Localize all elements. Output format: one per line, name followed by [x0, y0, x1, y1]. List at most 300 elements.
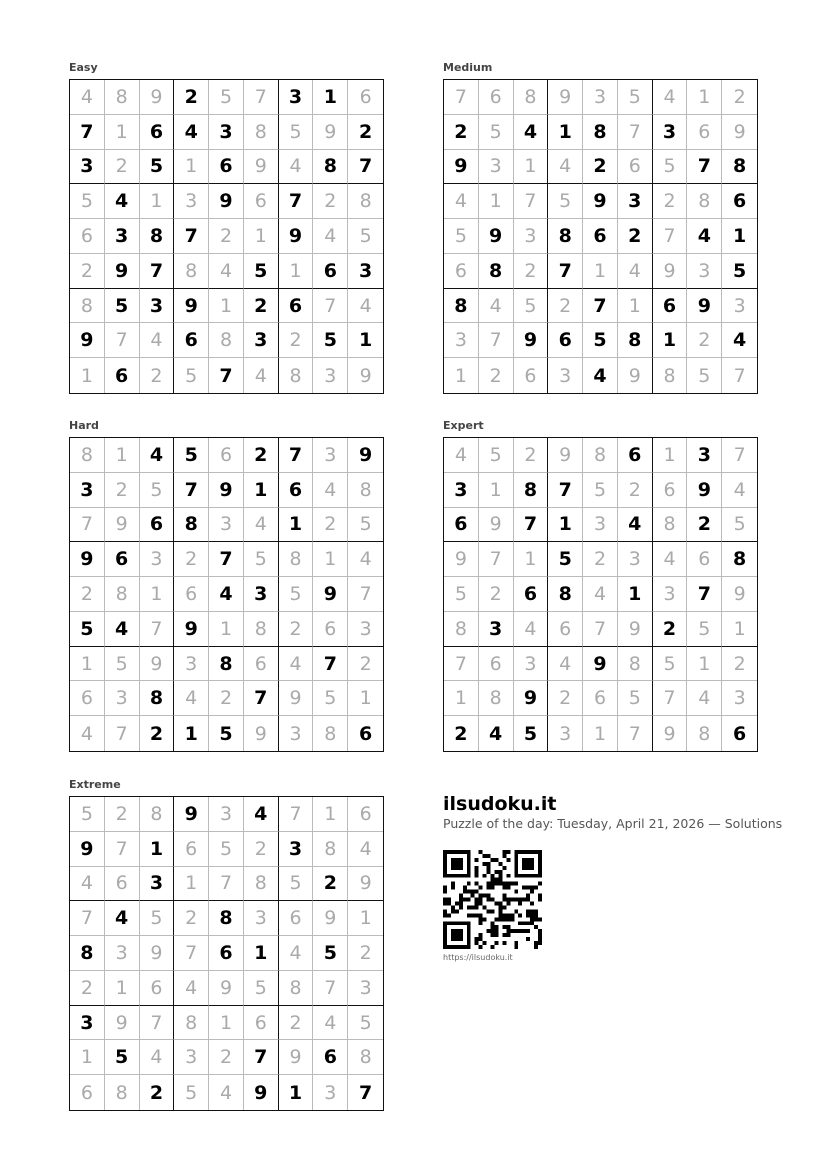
sudoku-cell: 6 — [732, 722, 747, 745]
sudoku-cell: 9 — [618, 612, 653, 647]
sudoku-cell: 3 — [70, 150, 105, 185]
sudoku-cell: 6 — [583, 219, 618, 254]
sudoku-cell: 3 — [548, 716, 583, 751]
sudoku-cell: 9 — [174, 612, 209, 647]
sudoku-cell: 7 — [548, 254, 583, 289]
sudoku-cell: 8 — [583, 438, 618, 473]
sudoku-cell: 7 — [209, 358, 244, 393]
sudoku-cell: 1 — [279, 508, 314, 543]
sudoku-cell: 8 — [618, 323, 653, 358]
sudoku-cell: 7 — [70, 901, 105, 936]
sudoku-cell: 9 — [209, 971, 244, 1006]
sudoku-cell: 1 — [313, 80, 348, 115]
sudoku-cell: 4 — [583, 577, 618, 612]
sudoku-cell: 3 — [348, 254, 383, 289]
sudoku-cell: 2 — [444, 716, 479, 751]
sudoku-cell: 3 — [348, 612, 383, 647]
sudoku-cell: 9 — [583, 647, 618, 682]
sudoku-cell: 8 — [140, 681, 175, 716]
sudoku-cell: 1 — [618, 289, 653, 324]
sudoku-cell: 9 — [70, 832, 105, 867]
sudoku-cell: 3 — [653, 115, 688, 150]
sudoku-cell: 4 — [548, 647, 583, 682]
sudoku-cell: 8 — [105, 80, 140, 115]
sudoku-cell: 4 — [174, 115, 209, 150]
sudoku-cell: 5 — [209, 716, 244, 751]
sudoku-cell: 5 — [687, 358, 722, 393]
sudoku-cell: 2 — [174, 80, 209, 115]
sudoku-cell: 7 — [140, 612, 175, 647]
sudoku-cell: 5 — [514, 289, 549, 324]
sudoku-cell: 9 — [479, 219, 514, 254]
sudoku-cell: 9 — [70, 542, 105, 577]
sudoku-cell: 8 — [209, 901, 244, 936]
sudoku-cell: 2 — [279, 323, 314, 358]
sudoku-cell: 9 — [514, 681, 549, 716]
sudoku-cell: 8 — [70, 438, 105, 473]
sudoku-cell: 8 — [209, 323, 244, 358]
sudoku-cell: 6 — [105, 542, 140, 577]
sudoku-cell: 8 — [479, 681, 514, 716]
sudoku-cell: 3 — [209, 797, 244, 832]
sudoku-grid — [69, 796, 384, 1111]
sudoku-cell: 7 — [313, 647, 348, 682]
sudoku-cell: 8 — [105, 1075, 140, 1110]
sudoku-cell: 1 — [514, 542, 549, 577]
sudoku-cell: 8 — [70, 289, 105, 324]
sudoku-cell: 8 — [313, 716, 348, 751]
sudoku-cell: 4 — [244, 797, 279, 832]
sudoku-cell: 4 — [174, 681, 209, 716]
sudoku-cell: 7 — [653, 219, 688, 254]
puzzle-extreme — [69, 778, 384, 1111]
sudoku-cell: 6 — [548, 323, 583, 358]
sudoku-cell: 3 — [140, 289, 175, 324]
sudoku-cell: 8 — [444, 612, 479, 647]
sudoku-cell: 1 — [140, 577, 175, 612]
sudoku-grid — [69, 437, 384, 752]
sudoku-cell: 3 — [174, 184, 209, 219]
sudoku-cell: 8 — [479, 254, 514, 289]
sudoku-cell: 4 — [244, 358, 279, 393]
sudoku-cell: 5 — [687, 612, 722, 647]
sudoku-cell: 6 — [444, 508, 479, 543]
sudoku-cell: 2 — [548, 289, 583, 324]
sudoku-cell: 9 — [348, 438, 383, 473]
sudoku-cell: 6 — [444, 254, 479, 289]
sudoku-cell: 5 — [105, 289, 140, 324]
sudoku-cell: 7 — [358, 1081, 373, 1104]
sudoku-cell: 2 — [653, 612, 688, 647]
sudoku-cell: 2 — [105, 150, 140, 185]
sudoku-cell: 4 — [653, 80, 688, 115]
sudoku-cell: 9 — [348, 867, 383, 902]
sudoku-cell: 6 — [209, 936, 244, 971]
sudoku-cell: 8 — [514, 473, 549, 508]
sudoku-cell: 2 — [244, 832, 279, 867]
sudoku-cell: 6 — [548, 612, 583, 647]
sudoku-cell: 6 — [583, 681, 618, 716]
sudoku-cell: 9 — [174, 289, 209, 324]
sudoku-cell: 5 — [105, 1040, 140, 1075]
brand-name: ilsudoku.it — [443, 793, 557, 815]
sudoku-cell: 8 — [653, 508, 688, 543]
sudoku-cell: 6 — [514, 577, 549, 612]
sudoku-cell: 6 — [722, 184, 757, 219]
sudoku-cell: 1 — [618, 577, 653, 612]
sudoku-cell: 5 — [140, 150, 175, 185]
sudoku-cell: 1 — [174, 867, 209, 902]
sudoku-cell: 4 — [348, 832, 383, 867]
sudoku-cell: 7 — [209, 542, 244, 577]
sudoku-cell: 9 — [687, 289, 722, 324]
sudoku-cell: 4 — [687, 681, 722, 716]
sudoku-cell: 2 — [140, 716, 175, 751]
sudoku-cell: 2 — [618, 473, 653, 508]
sudoku-cell: 7 — [687, 577, 722, 612]
sudoku-cell: 8 — [618, 647, 653, 682]
sudoku-cell: 9 — [444, 542, 479, 577]
sudoku-cell: 9 — [653, 716, 688, 751]
qr-code-icon[interactable] — [443, 850, 542, 949]
sudoku-cell: 4 — [653, 542, 688, 577]
sudoku-cell: 7 — [733, 364, 746, 387]
sudoku-cell: 4 — [140, 438, 175, 473]
sudoku-cell: 7 — [653, 681, 688, 716]
sudoku-cell: 4 — [618, 508, 653, 543]
sudoku-cell: 2 — [583, 542, 618, 577]
sudoku-cell: 4 — [174, 971, 209, 1006]
sudoku-cell: 6 — [70, 681, 105, 716]
puzzle-title: Extreme — [69, 778, 121, 791]
sudoku-cell: 6 — [209, 150, 244, 185]
sudoku-cell: 2 — [444, 115, 479, 150]
sudoku-cell: 7 — [583, 289, 618, 324]
sudoku-cell: 5 — [514, 716, 549, 751]
sudoku-cell: 4 — [444, 438, 479, 473]
sudoku-cell: 4 — [348, 542, 383, 577]
sudoku-cell: 9 — [583, 184, 618, 219]
sudoku-cell: 1 — [105, 115, 140, 150]
sudoku-cell: 1 — [279, 254, 314, 289]
sudoku-cell: 2 — [583, 150, 618, 185]
sudoku-cell: 8 — [348, 184, 383, 219]
sudoku-cell: 6 — [105, 358, 140, 393]
sudoku-cell: 8 — [313, 832, 348, 867]
sudoku-cell: 8 — [140, 219, 175, 254]
sudoku-cell: 7 — [687, 150, 722, 185]
sudoku-cell: 1 — [583, 254, 618, 289]
sudoku-cell: 8 — [279, 358, 314, 393]
sudoku-cell: 5 — [313, 323, 348, 358]
sudoku-cell: 3 — [313, 1075, 348, 1110]
sudoku-cell: 7 — [279, 184, 314, 219]
sudoku-cell: 6 — [618, 438, 653, 473]
sudoku-cell: 6 — [244, 647, 279, 682]
sudoku-cell: 2 — [174, 901, 209, 936]
sudoku-cell: 5 — [348, 219, 383, 254]
sudoku-cell: 3 — [583, 508, 618, 543]
sudoku-cell: 8 — [722, 542, 757, 577]
sudoku-cell: 2 — [70, 254, 105, 289]
sudoku-cell: 1 — [313, 797, 348, 832]
sudoku-cell: 4 — [70, 716, 105, 751]
sudoku-cell: 4 — [444, 184, 479, 219]
sudoku-cell: 6 — [174, 832, 209, 867]
sudoku-cell: 6 — [244, 184, 279, 219]
sudoku-cell: 8 — [548, 577, 583, 612]
sudoku-cell: 8 — [70, 936, 105, 971]
sudoku-cell: 8 — [687, 184, 722, 219]
sudoku-cell: 9 — [359, 364, 372, 387]
sudoku-cell: 8 — [722, 150, 757, 185]
sudoku-cell: 4 — [313, 1006, 348, 1041]
sudoku-cell: 5 — [105, 647, 140, 682]
sudoku-cell: 9 — [313, 115, 348, 150]
sudoku-cell: 1 — [174, 716, 209, 751]
sudoku-cell: 1 — [653, 323, 688, 358]
sudoku-cell: 9 — [514, 323, 549, 358]
sudoku-cell: 4 — [105, 612, 140, 647]
sudoku-cell: 8 — [174, 254, 209, 289]
sudoku-cell: 9 — [140, 936, 175, 971]
sudoku-cell: 2 — [209, 219, 244, 254]
sudoku-cell: 3 — [279, 80, 314, 115]
sudoku-cell: 6 — [313, 254, 348, 289]
sudoku-cell: 3 — [479, 150, 514, 185]
sudoku-cell: 9 — [279, 219, 314, 254]
puzzle-title: Easy — [69, 61, 98, 74]
sudoku-cell: 5 — [583, 473, 618, 508]
sudoku-grid — [443, 437, 758, 752]
sudoku-cell: 4 — [548, 150, 583, 185]
sudoku-cell: 1 — [479, 473, 514, 508]
sudoku-cell: 8 — [514, 80, 549, 115]
sudoku-cell: 8 — [348, 1040, 383, 1075]
sudoku-cell: 9 — [548, 438, 583, 473]
sudoku-cell: 2 — [348, 647, 383, 682]
sudoku-cell: 9 — [209, 184, 244, 219]
sudoku-cell: 3 — [653, 577, 688, 612]
brand-subtitle: Puzzle of the day: Tuesday, April 21, 2026 — Solutions — [443, 816, 783, 831]
sudoku-cell: 5 — [174, 438, 209, 473]
sudoku-cell: 1 — [209, 289, 244, 324]
sudoku-cell: 3 — [687, 438, 722, 473]
sudoku-cell: 5 — [279, 867, 314, 902]
sudoku-cell: 5 — [653, 647, 688, 682]
sudoku-cell: 3 — [687, 254, 722, 289]
sudoku-cell: 1 — [140, 832, 175, 867]
sudoku-cell: 6 — [618, 150, 653, 185]
sudoku-cell: 5 — [140, 901, 175, 936]
sudoku-cell: 3 — [479, 612, 514, 647]
sudoku-cell: 5 — [70, 797, 105, 832]
sudoku-cell: 1 — [244, 219, 279, 254]
sudoku-cell: 3 — [140, 867, 175, 902]
sudoku-cell: 1 — [70, 358, 105, 393]
sudoku-cell: 8 — [209, 647, 244, 682]
sudoku-cell: 4 — [618, 254, 653, 289]
sudoku-cell: 6 — [653, 289, 688, 324]
sudoku-cell: 7 — [105, 832, 140, 867]
sudoku-cell: 1 — [444, 358, 479, 393]
sudoku-cell: 7 — [313, 289, 348, 324]
sudoku-cell: 1 — [687, 80, 722, 115]
sudoku-cell: 1 — [105, 438, 140, 473]
sudoku-cell: 2 — [687, 508, 722, 543]
sudoku-cell: 6 — [479, 647, 514, 682]
sudoku-cell: 2 — [722, 647, 757, 682]
puzzle-title: Hard — [69, 419, 99, 432]
sudoku-cell: 7 — [140, 1006, 175, 1041]
sudoku-cell: 6 — [70, 219, 105, 254]
sudoku-cell: 8 — [687, 716, 722, 751]
sudoku-cell: 5 — [479, 438, 514, 473]
sudoku-cell: 3 — [209, 508, 244, 543]
sudoku-cell: 1 — [70, 1040, 105, 1075]
sudoku-cell: 4 — [583, 358, 618, 393]
sudoku-cell: 1 — [348, 681, 383, 716]
sudoku-cell: 9 — [313, 577, 348, 612]
sudoku-cell: 2 — [279, 1006, 314, 1041]
sudoku-cell: 1 — [444, 681, 479, 716]
sudoku-cell: 4 — [514, 612, 549, 647]
puzzle-title: Medium — [443, 61, 493, 74]
sudoku-cell: 7 — [174, 219, 209, 254]
sudoku-cell: 1 — [548, 115, 583, 150]
sudoku-cell: 1 — [209, 612, 244, 647]
sudoku-cell: 9 — [279, 1040, 314, 1075]
sudoku-cell: 9 — [444, 150, 479, 185]
sudoku-cell: 3 — [174, 1040, 209, 1075]
sudoku-cell: 6 — [348, 80, 383, 115]
sudoku-cell: 3 — [70, 1006, 105, 1041]
sudoku-cell: 5 — [70, 184, 105, 219]
sudoku-cell: 7 — [479, 542, 514, 577]
sudoku-cell: 4 — [209, 577, 244, 612]
sudoku-cell: 3 — [722, 681, 757, 716]
sudoku-cell: 4 — [70, 867, 105, 902]
sudoku-cell: 5 — [548, 542, 583, 577]
sudoku-cell: 8 — [548, 219, 583, 254]
sudoku-cell: 6 — [479, 80, 514, 115]
sudoku-cell: 3 — [348, 971, 383, 1006]
sudoku-cell: 9 — [548, 80, 583, 115]
sudoku-cell: 5 — [548, 184, 583, 219]
sudoku-cell: 7 — [583, 612, 618, 647]
puzzle-hard — [69, 419, 384, 752]
sudoku-cell: 6 — [70, 1075, 105, 1110]
sudoku-cell: 9 — [105, 508, 140, 543]
sudoku-cell: 2 — [687, 323, 722, 358]
sudoku-cell: 8 — [140, 797, 175, 832]
sudoku-cell: 3 — [514, 219, 549, 254]
sudoku-cell: 4 — [313, 473, 348, 508]
sudoku-cell: 5 — [209, 832, 244, 867]
sudoku-cell: 1 — [313, 542, 348, 577]
sudoku-cell: 7 — [514, 184, 549, 219]
sudoku-cell: 2 — [479, 358, 514, 393]
sudoku-cell: 2 — [244, 438, 279, 473]
sudoku-cell: 9 — [140, 647, 175, 682]
sudoku-cell: 3 — [244, 577, 279, 612]
sudoku-cell: 5 — [313, 936, 348, 971]
sudoku-cell: 6 — [140, 971, 175, 1006]
sudoku-cell: 6 — [514, 358, 549, 393]
sudoku-cell: 6 — [313, 612, 348, 647]
sudoku-cell: 2 — [70, 577, 105, 612]
sudoku-cell: 5 — [244, 971, 279, 1006]
sudoku-cell: 7 — [348, 150, 383, 185]
sudoku-cell: 3 — [174, 647, 209, 682]
sudoku-cell: 4 — [209, 254, 244, 289]
sudoku-cell: 3 — [514, 647, 549, 682]
sudoku-cell: 7 — [244, 681, 279, 716]
sudoku-cell: 1 — [244, 473, 279, 508]
sudoku-cell: 4 — [722, 323, 757, 358]
sudoku-cell: 6 — [313, 1040, 348, 1075]
puzzle-medium — [443, 61, 758, 394]
sudoku-cell: 3 — [105, 219, 140, 254]
sudoku-cell: 7 — [279, 438, 314, 473]
sudoku-cell: 7 — [479, 323, 514, 358]
sudoku-cell: 7 — [313, 971, 348, 1006]
sudoku-cell: 8 — [279, 971, 314, 1006]
sudoku-cell: 8 — [244, 612, 279, 647]
sudoku-cell: 2 — [348, 936, 383, 971]
sudoku-cell: 6 — [348, 797, 383, 832]
sudoku-cell: 1 — [105, 971, 140, 1006]
qr-url[interactable]: https://ilsudoku.it — [443, 953, 513, 962]
sudoku-cell: 2 — [514, 254, 549, 289]
sudoku-cell: 3 — [548, 358, 583, 393]
sudoku-cell: 2 — [514, 438, 549, 473]
sudoku-cell: 1 — [548, 508, 583, 543]
sudoku-cell: 5 — [583, 323, 618, 358]
sudoku-cell: 9 — [70, 323, 105, 358]
sudoku-cell: 6 — [279, 901, 314, 936]
sudoku-cell: 5 — [618, 80, 653, 115]
sudoku-cell: 7 — [348, 577, 383, 612]
sudoku-cell: 7 — [209, 867, 244, 902]
sudoku-grid — [69, 79, 384, 394]
sudoku-cell: 1 — [653, 438, 688, 473]
sudoku-cell: 9 — [140, 80, 175, 115]
sudoku-cell: 8 — [279, 542, 314, 577]
sudoku-cell: 2 — [244, 289, 279, 324]
sudoku-cell: 1 — [348, 323, 383, 358]
sudoku-cell: 8 — [583, 115, 618, 150]
sudoku-cell: 9 — [313, 901, 348, 936]
sudoku-cell: 3 — [313, 438, 348, 473]
puzzle-expert — [443, 419, 758, 752]
sudoku-cell: 2 — [548, 681, 583, 716]
sudoku-cell: 6 — [140, 115, 175, 150]
sudoku-cell: 1 — [479, 184, 514, 219]
sudoku-cell: 9 — [244, 150, 279, 185]
sudoku-cell: 8 — [244, 867, 279, 902]
sudoku-cell: 6 — [244, 1006, 279, 1041]
sudoku-cell: 8 — [174, 508, 209, 543]
sudoku-cell: 9 — [244, 716, 279, 751]
sudoku-cell: 2 — [140, 358, 175, 393]
sudoku-cell: 2 — [174, 542, 209, 577]
sudoku-cell: 4 — [140, 323, 175, 358]
sudoku-cell: 5 — [653, 150, 688, 185]
sudoku-cell: 4 — [687, 219, 722, 254]
sudoku-cell: 3 — [244, 323, 279, 358]
sudoku-cell: 2 — [140, 1075, 175, 1110]
